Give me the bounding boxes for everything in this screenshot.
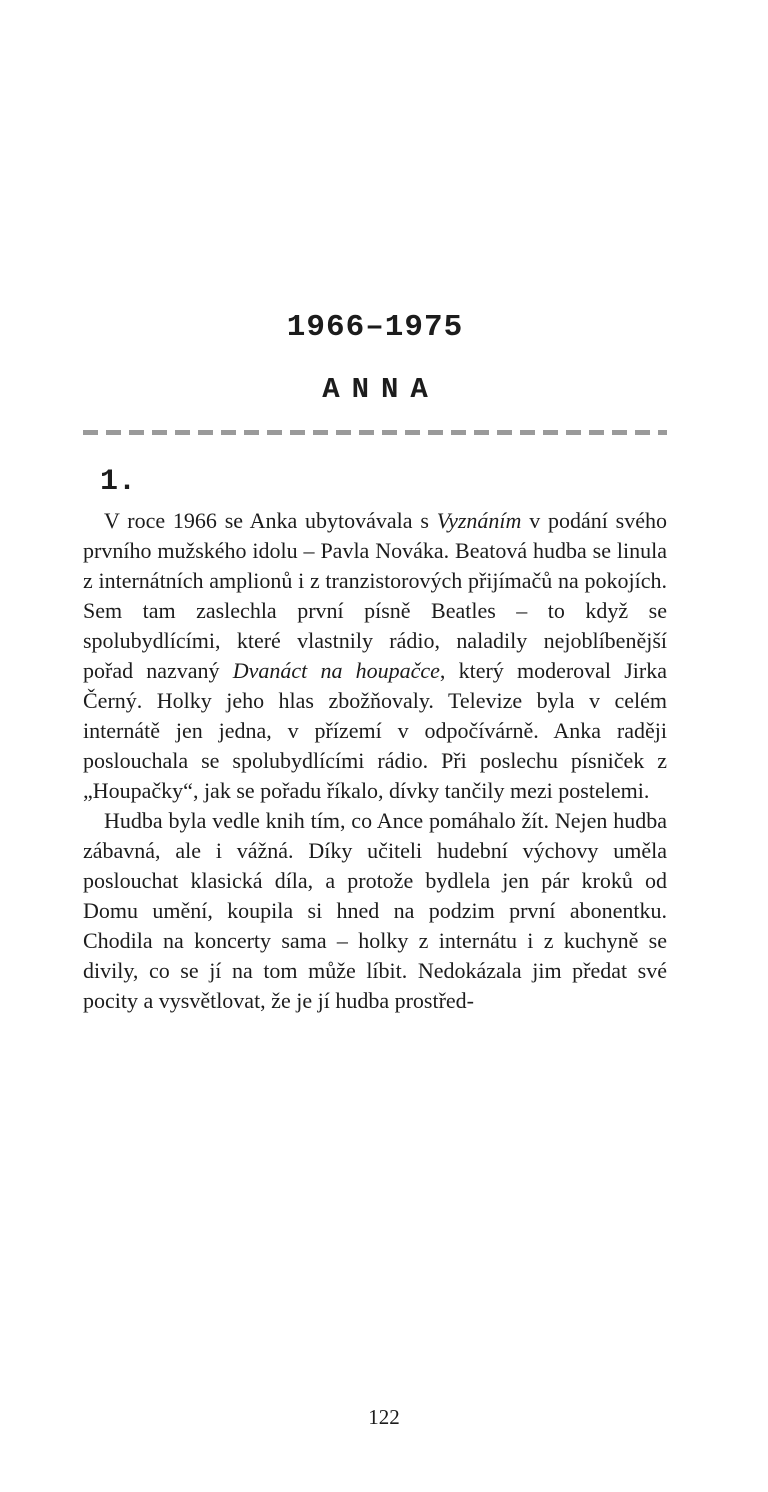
paragraph-1-segment: V roce 1966 se Anka ubytovávala s — [104, 508, 437, 533]
paragraph-1 — [83, 506, 667, 806]
dashed-separator — [83, 430, 667, 435]
body-text — [83, 506, 667, 1016]
page-number: 122 — [368, 1405, 400, 1429]
paragraph-1-segment: , který moderoval Jirka Černý. Holky jeho hlas zbožňovaly. Televize byla v celém internátě jen jedna, v přízemí v odpočívárně. Anka raději poslouchala se spolubydlícími rádio. Při poslechu písniček z „Houpačky“, jak se pořadu říkalo, dívky tančily mezi postelemi. — [83, 658, 667, 803]
book-page — [0, 310, 768, 1492]
paragraph-1-segment: v podání svého prvního mužského idolu – Pavla Nováka. Beatová hudba se linula z internátních amplionů i z tranzistorových přijímačů na pokojích. Sem tam zaslechla první písně Beatles – to když se spolubydlícími, které vlastnily rádio, naladily nejoblíbenější pořad nazvaný — [83, 508, 667, 683]
paragraph-2 — [83, 806, 667, 1016]
paragraph-1-italic-title: Dvanáct na houpačce — [232, 658, 440, 683]
paragraph-2-segment: Hudba byla vedle knih tím, co Ance pomáhalo žít. Nejen hudba zábavná, ale i vážná. Díky učiteli hudební výchovy uměla poslouchat klasická díla, a protože bydlela jen pár kroků od Domu umění, koupila si hned na podzim první abonentku. Chodila na koncerty sama – holky z internátu i z kuchyně se divily, co se jí na tom může líbit. Nedokázala jim předat své pocity a vysvětlovat, že je jí hudba prostřed- — [83, 808, 667, 1013]
chapter-name-heading: ANNA — [322, 373, 440, 406]
chapter-years-heading: 1966–1975 — [286, 310, 464, 345]
section-number: 1. — [100, 465, 137, 499]
paragraph-1-italic-title: Vyznáním — [436, 508, 522, 533]
